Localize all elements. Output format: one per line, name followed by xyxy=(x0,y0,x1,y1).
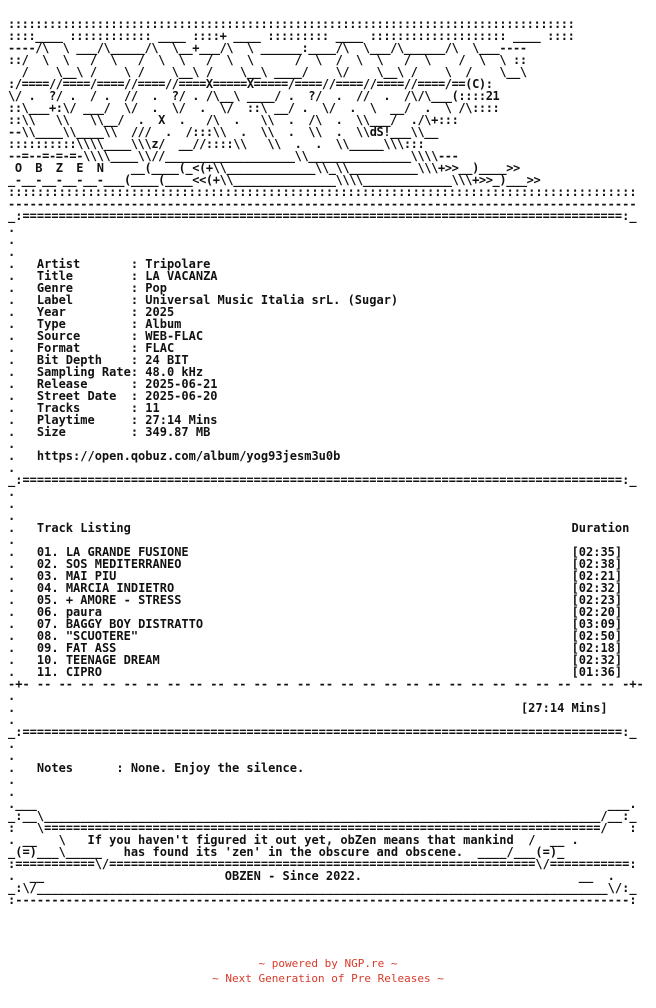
info-field-label: Year xyxy=(36,305,131,319)
logo-line: \/ . ?/ . / . // . ?/ . /\__\ ____/ . ?/ . // . /\/\___(::::21 xyxy=(8,89,500,103)
info-field-value: 2025-06-20 xyxy=(145,389,218,403)
decor-line: . xyxy=(8,785,16,799)
track-duration: [02:20] xyxy=(571,605,623,619)
track-title: TEENAGE DREAM xyxy=(65,653,160,667)
track-row: . 06. paura [02:20] xyxy=(8,605,623,619)
track-duration: [02:32] xyxy=(571,581,623,595)
notes-field-value: None. Enjoy the silence. xyxy=(130,761,305,775)
tagline-line-2: _(=)___\_____ has found its 'zen' in the obscure and obscene. ____/___(=)_ xyxy=(8,845,565,859)
info-field: . Title : LA VACANZA xyxy=(8,269,218,283)
track-duration: [03:09] xyxy=(571,617,623,631)
divider: _:===================================================================================:_ xyxy=(8,473,637,487)
duration-header: Duration xyxy=(571,521,630,535)
logo-line: ::\___+:\/ ___/ \/ . \/ . \/ ::\ __/ . \/ . \ __/ . \ /\:::: xyxy=(8,101,500,115)
decor-line: . xyxy=(8,437,16,451)
info-field-label: Playtime xyxy=(36,413,131,427)
info-field-value: 11 xyxy=(145,401,160,415)
divider: :-------------------------------------------------------------------------------------: xyxy=(8,893,637,907)
decor-line: . xyxy=(8,245,16,259)
info-field: . Bit Depth : 24 BIT xyxy=(8,353,189,367)
decor-line: . xyxy=(8,461,16,475)
notes-field-label: Notes xyxy=(36,761,74,775)
logo-line: :/====//====/====//====//====X=====X=====/====//====//====//====/==(C): xyxy=(8,77,507,91)
divider: _:===================================================================================:_ xyxy=(8,209,637,223)
logo-line: ::::____ :::::::::::: ____ ::::+ ____ ::::::::: ____ :::::::::::::::::::: ____ :::: xyxy=(8,29,575,43)
tagline-line-1: . __ \ If you haven't figured it out yet, obZen means that mankind / __ . xyxy=(8,833,579,847)
info-field-label: Bit Depth xyxy=(36,353,131,367)
track-number: 07. xyxy=(36,617,59,631)
info-field-label: Title xyxy=(36,269,131,283)
logo-line: ::::::::::::::::::::::::::::::::::::::::::::::::::::::::::::::::::::::::::::::::::: xyxy=(8,17,575,31)
logo-line: --=--=-=-=-\\\\____\\//___________________\\_______________\\\\--- xyxy=(8,149,459,163)
info-field-value: WEB-FLAC xyxy=(145,329,204,343)
info-field-label: Genre xyxy=(36,281,131,295)
info-field-value: 349.87 MB xyxy=(145,425,211,439)
info-field-value: Tripolare xyxy=(145,257,211,271)
powered-by-text: ~ powered by NGP.re ~ xyxy=(258,957,398,970)
track-title: FAT ASS xyxy=(65,641,117,655)
album-url: . https://open.qobuz.com/album/yog93jesm3u0b xyxy=(8,449,341,463)
info-field-label: Artist xyxy=(36,257,131,271)
divider: : \=============================================================================/ : xyxy=(8,821,637,835)
info-field-label: Release xyxy=(36,377,131,391)
info-field: . Source : WEB-FLAC xyxy=(8,329,204,343)
logo-line: --\\____\\____\\ /// . /:::\\ . \\ . \\ . \\dS!___\\__ xyxy=(8,125,438,139)
tracklist-header: . Track Listing Duration xyxy=(8,521,630,535)
info-field-label: Street Date xyxy=(36,389,131,403)
track-title: + AMORE - STRESS xyxy=(65,593,182,607)
track-number: 05. xyxy=(36,593,59,607)
info-field-value: 2025 xyxy=(145,305,175,319)
divider: --------------------------------------------------------------------------------------- xyxy=(8,197,637,211)
track-title: MAI PIU xyxy=(65,569,117,583)
track-number: 02. xyxy=(36,557,59,571)
track-title: "SCUOTERE" xyxy=(65,629,139,643)
next-gen-text: ~ Next Generation of Pre Releases ~ xyxy=(212,972,444,985)
tagline-line-1-text: If you haven't figured it out yet, obZen means that mankind xyxy=(87,833,514,847)
total-playtime: . [27:14 Mins] xyxy=(8,701,608,715)
track-title: BAGGY BOY DISTRATTO xyxy=(65,617,204,631)
nfo-document xyxy=(8,18,644,906)
info-field: . Genre : Pop xyxy=(8,281,167,295)
logo-line: _-__-__-__-__-___(____(____<<(+\\_______________\\\\_____________\\\+>>_)___>> xyxy=(8,173,541,187)
track-duration: [02:23] xyxy=(571,593,623,607)
divider: ::::::::::::::::::::::::::::::::::::::::::::::::::::::::::::::::::::::::::::::::::::::: xyxy=(8,185,637,199)
info-field-value: Universal Music Italia srL. (Sugar) xyxy=(145,293,399,307)
info-field: . Type : Album xyxy=(8,317,182,331)
decor-line: . xyxy=(8,509,16,523)
decor-line: . xyxy=(8,233,16,247)
info-field: . Size : 349.87 MB xyxy=(8,425,211,439)
track-duration: [02:38] xyxy=(571,557,623,571)
info-field-value: 24 BIT xyxy=(145,353,189,367)
info-field: . Format : FLAC xyxy=(8,341,175,355)
track-row: . 04. MARCIA INDIETRO [02:32] xyxy=(8,581,623,595)
decor-line: .___ ___. xyxy=(8,797,637,811)
info-field-label: Format xyxy=(36,341,131,355)
divider: _:\/_______________________________________________________________________________\/:_ xyxy=(8,881,637,895)
track-row: . 09. FAT ASS [02:18] xyxy=(8,641,623,655)
track-number: 03. xyxy=(36,569,59,583)
logo-line: ::::::::::\\\\____\\\z/ __//::::\\ \\ . . \\_____\\\::: xyxy=(8,137,425,151)
info-field: . Year : 2025 xyxy=(8,305,175,319)
info-field: . Sampling Rate: 48.0 kHz xyxy=(8,365,204,379)
info-field: . Release : 2025-06-21 xyxy=(8,377,218,391)
track-row: . 11. CIPRO [01:36] xyxy=(8,665,623,679)
total-playtime-text: [27:14 Mins] xyxy=(520,701,608,715)
track-title: LA GRANDE FUSIONE xyxy=(65,545,189,559)
info-field: . Playtime : 27:14 Mins xyxy=(8,413,218,427)
logo-line: ----/\ \ ___/\_____/\ \__+___/\ \ ______:____/\ \___/\______/\ \___---- xyxy=(8,41,527,55)
info-field: . Tracks : 11 xyxy=(8,401,160,415)
info-field-value: 27:14 Mins xyxy=(145,413,218,427)
track-title: SOS MEDITERRANEO xyxy=(65,557,182,571)
info-field-value: Pop xyxy=(145,281,167,295)
decor-line: . xyxy=(8,221,16,235)
track-row: . 07. BAGGY BOY DISTRATTO [03:09] xyxy=(8,617,623,631)
info-field-label: Sampling Rate xyxy=(36,365,131,379)
tagline-line-2-text: has found its 'zen' in the obscure and obscene. xyxy=(123,845,464,859)
info-field: . Artist : Tripolare xyxy=(8,257,211,271)
info-field-value: Album xyxy=(145,317,182,331)
signature-line: . __ OBZEN - Since 2022. __ . xyxy=(8,869,615,883)
track-duration: [02:32] xyxy=(571,653,623,667)
track-row: . 03. MAI PIU [02:21] xyxy=(8,569,623,583)
notes-field: . Notes : None. Enjoy the silence. xyxy=(8,761,305,775)
decor-line: . xyxy=(8,497,16,511)
logo-line: ::/ \ \ / \ / \ \ / \ \ / \ / \ \ / \ / \ \ :: xyxy=(8,53,527,67)
info-field-label: Size xyxy=(36,425,131,439)
info-field-label: Tracks xyxy=(36,401,131,415)
info-field-label: Type xyxy=(36,317,131,331)
track-number: 06. xyxy=(36,605,59,619)
track-duration: [02:21] xyxy=(571,569,623,583)
decor-line: . xyxy=(8,749,16,763)
track-title: MARCIA INDIETRO xyxy=(65,581,175,595)
info-field: . Street Date : 2025-06-20 xyxy=(8,389,218,403)
decor-line: . xyxy=(8,485,16,499)
decor-line: . xyxy=(8,773,16,787)
track-number: 08. xyxy=(36,629,59,643)
decor-line: . xyxy=(8,713,16,727)
logo-line: O B Z E N __(____(_<(+\\_____________\\_\\__________\\\+>>__)____>> xyxy=(8,161,520,175)
track-duration: [02:18] xyxy=(571,641,623,655)
info-field-value: 2025-06-21 xyxy=(145,377,218,391)
decor-line: . xyxy=(8,533,16,547)
info-field-value: FLAC xyxy=(145,341,175,355)
track-row: . 02. SOS MEDITERRANEO [02:38] xyxy=(8,557,623,571)
track-number: 01. xyxy=(36,545,59,559)
track-duration: [02:50] xyxy=(571,629,623,643)
track-number: 09. xyxy=(36,641,59,655)
info-field-label: Label xyxy=(36,293,131,307)
decor-line: . xyxy=(8,689,16,703)
divider: -+- -- -- -- -- -- -- -- -- -- -- -- -- -- -- -- -- -- -- -- -- -- -- -- -- -- -- -- -+- xyxy=(8,677,644,691)
tracklist-title: Track Listing xyxy=(36,521,131,535)
track-title: CIPRO xyxy=(65,665,102,679)
track-number: 04. xyxy=(36,581,59,595)
track-duration: [02:35] xyxy=(571,545,623,559)
track-title: paura xyxy=(65,605,102,619)
logo-line: / \__\ / \ / \__\ / \__\ ____/ \/ \__\ / \ / \__\ xyxy=(8,65,534,79)
divider: _:===================================================================================:_ xyxy=(8,725,637,739)
track-number: 10. xyxy=(36,653,59,667)
track-row: . 05. + AMORE - STRESS [02:23] xyxy=(8,593,623,607)
info-field-value: LA VACANZA xyxy=(145,269,218,283)
track-row: . 08. "SCUOTERE" [02:50] xyxy=(8,629,623,643)
divider: :===========\/===========================================================\/===========: xyxy=(8,857,637,871)
track-number: 11. xyxy=(36,665,59,679)
track-row: . 10. TEENAGE DREAM [02:32] xyxy=(8,653,623,667)
signature-line-text: OBZEN - Since 2022. xyxy=(224,869,363,883)
info-field-value: 48.0 kHz xyxy=(145,365,204,379)
decor-line: . xyxy=(8,737,16,751)
album-url-text: https://open.qobuz.com/album/yog93jesm3u0b xyxy=(36,449,341,463)
divider: _:__\_____________________________________________________________________________/__:_ xyxy=(8,809,637,823)
info-field-label: Source xyxy=(36,329,131,343)
info-field: . Label : Universal Music Italia srL. (Sugar) xyxy=(8,293,399,307)
track-row: . 01. LA GRANDE FUSIONE [02:35] xyxy=(8,545,623,559)
track-duration: [01:36] xyxy=(571,665,623,679)
logo-line: ::\\ \\ \\__/ . X . /\ . \\ . /\ . \\___/ ./\+::: xyxy=(8,113,459,127)
